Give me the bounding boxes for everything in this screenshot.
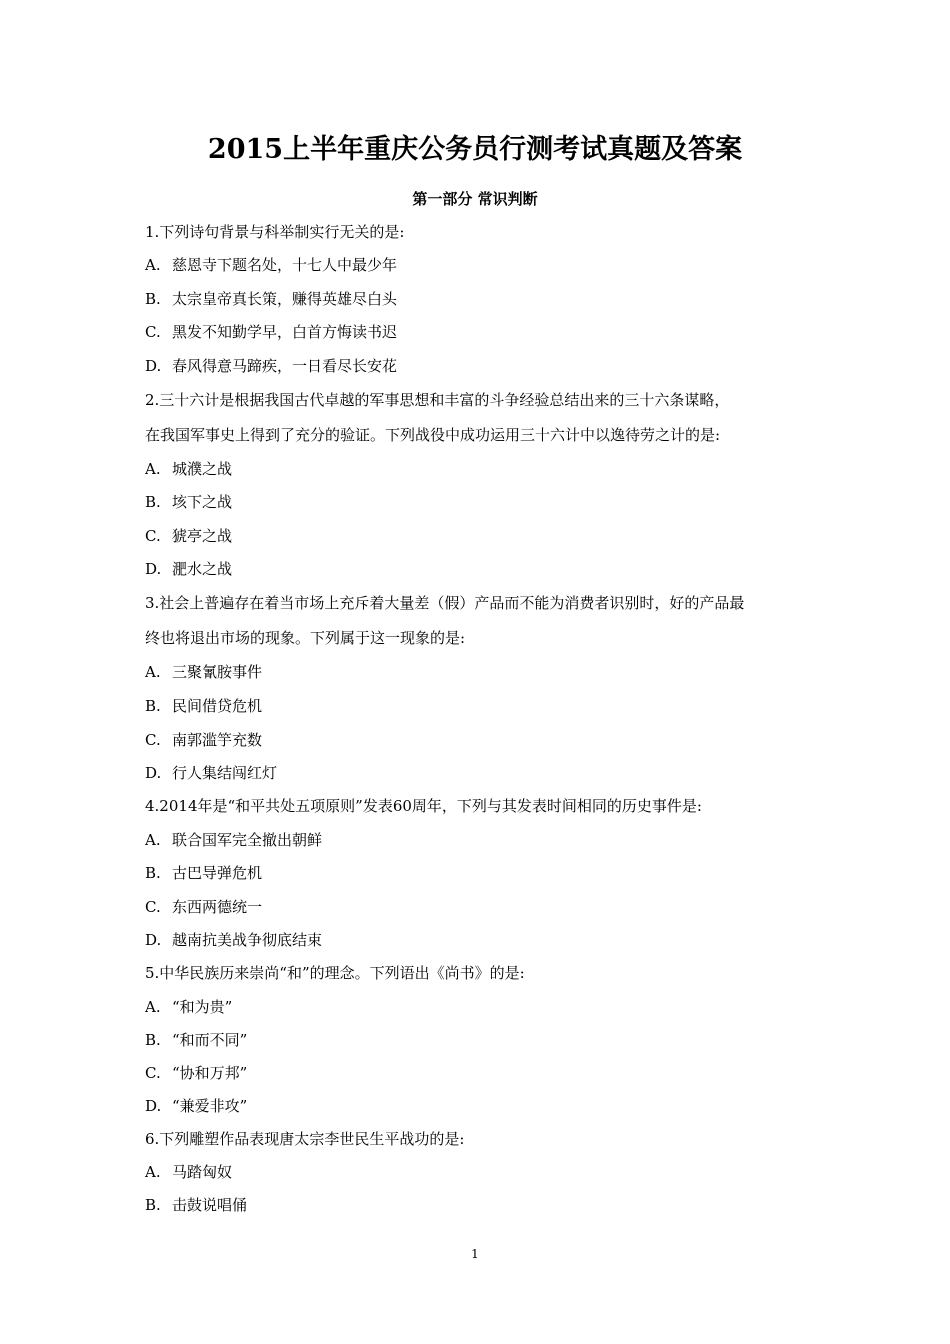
question-2-option-d [145,558,232,580]
option-letter: C. [145,323,161,341]
question-5-option-c [145,1062,247,1084]
option-text: 东西两德统一 [172,898,263,916]
option-letter: D. [145,764,162,782]
option-letter: D. [145,357,162,375]
option-letter: C. [145,898,161,916]
option-text: 垓下之战 [172,493,233,511]
option-letter: A. [145,998,161,1016]
section-heading: 第一部分 常识判断 [412,190,538,208]
option-text: “和而不同” [172,1031,248,1049]
option-letter: B. [145,864,161,882]
question-stem-2-line-1: 2.三十六计是根据我国古代卓越的军事思想和丰富的斗争经验总结出来的三十六条谋略， [145,391,730,409]
option-letter: B. [145,697,161,715]
option-letter: B. [145,493,161,511]
option-text: 南郭滥竽充数 [172,731,263,749]
question-4-option-b [145,862,262,884]
question-5-option-b [145,1029,247,1051]
option-text: 联合国军完全撤出朝鲜 [172,831,323,849]
option-letter: D. [145,560,162,578]
document-title: 2015上半年重庆公务员行测考试真题及答案 [207,134,743,165]
question-4-option-d [145,929,322,951]
question-3-option-b [145,695,262,717]
option-text: 古巴导弹危机 [172,864,263,882]
question-5-option-d [145,1095,247,1117]
question-stem-2-line-2: 在我国军事史上得到了充分的验证。下列战役中成功运用三十六计中以逸待劳之计的是: [145,426,721,444]
question-stem-6: 6.下列雕塑作品表现唐太宗李世民生平战功的是: [145,1130,465,1148]
question-4-option-a [145,829,322,851]
option-text: 击鼓说唱俑 [172,1196,248,1214]
question-2-option-a [145,458,232,480]
question-1-option-c [145,321,397,343]
option-text: “协和万邦” [172,1064,248,1082]
question-1-option-a [145,254,397,276]
option-letter: C. [145,1064,161,1082]
option-text: 行人集结闯红灯 [172,764,278,782]
option-letter: C. [145,731,161,749]
option-text: 马踏匈奴 [172,1163,233,1181]
option-text: 太宗皇帝真长策，赚得英雄尽白头 [172,290,398,308]
option-text: 淝水之战 [172,560,233,578]
option-text: 三聚氰胺事件 [172,663,263,681]
option-text: 城濮之战 [172,460,233,478]
option-letter: B. [145,1196,161,1214]
question-1-option-b [145,288,397,310]
option-letter: A. [145,831,161,849]
option-text: 春风得意马蹄疾，一日看尽长安花 [172,357,398,375]
option-letter: B. [145,290,161,308]
question-stem-5: 5.中华民族历来崇尚“和”的理念。下列语出《尚书》的是: [145,964,525,982]
question-stem-1: 1.下列诗句背景与科举制实行无关的是: [145,223,405,241]
question-2-option-c [145,525,232,547]
question-3-option-d [145,762,277,784]
option-letter: B. [145,1031,161,1049]
question-2-option-b [145,491,232,513]
option-letter: A. [145,256,161,274]
option-letter: A. [145,460,161,478]
question-1-option-d [145,355,397,377]
option-letter: A. [145,1163,161,1181]
question-4-option-c [145,896,262,918]
question-stem-4: 4.2014年是“和平共处五项原则”发表60周年，下列与其发表时间相同的历史事件是: [145,797,702,815]
page-number: 1 [471,1247,479,1261]
option-text: 慈恩寺下题名处，十七人中最少年 [172,256,398,274]
question-6-option-a [145,1161,232,1183]
question-3-option-c [145,729,262,751]
question-5-option-a [145,996,232,1018]
option-letter: D. [145,1097,162,1115]
option-letter: D. [145,931,162,949]
question-6-option-b [145,1194,247,1216]
option-text: 越南抗美战争彻底结束 [172,931,323,949]
option-text: 民间借贷危机 [172,697,263,715]
option-text: “和为贵” [172,998,233,1016]
question-stem-3-line-1: 3.社会上普遍存在着当市场上充斥着大量差（假）产品而不能为消费者识别时，好的产品最 [145,594,745,612]
option-text: 猇亭之战 [172,527,233,545]
option-text: “兼爱非攻” [172,1097,248,1115]
question-3-option-a [145,661,262,683]
question-stem-3-line-2: 终也将退出市场的现象。下列属于这一现象的是: [145,629,466,647]
option-letter: A. [145,663,161,681]
option-letter: C. [145,527,161,545]
option-text: 黑发不知勤学早，白首方悔读书迟 [172,323,398,341]
